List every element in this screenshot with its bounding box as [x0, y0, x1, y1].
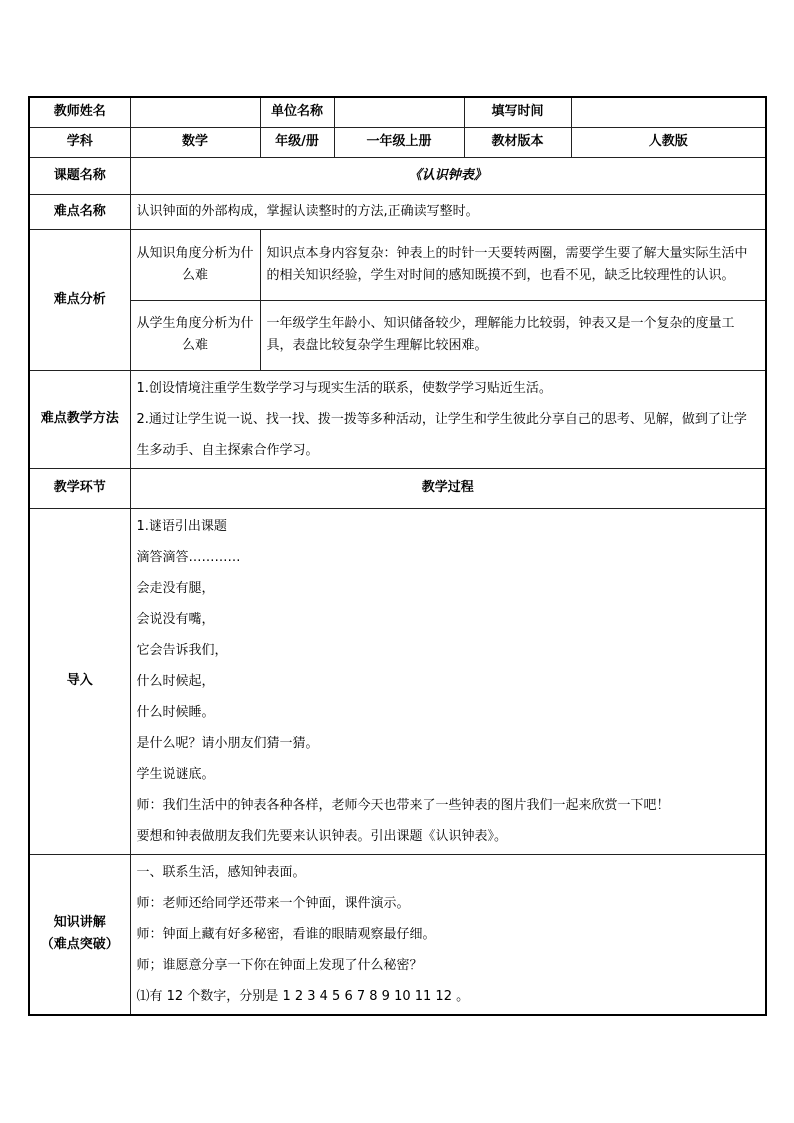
intro-label: 导入 — [29, 508, 130, 854]
unit-label: 单位名称 — [260, 97, 334, 127]
unit-value[interactable] — [334, 97, 464, 127]
knowledge-angle-text: 知识点本身内容复杂：钟表上的时针一天要转两圈，需要学生要了解大量实际生活中的相关知识经验，学生对时间的感知既摸不到，也看不见，缺乏比较理性的认识。 — [260, 229, 766, 300]
intro-line: 要想和钟表做朋友我们先要来认识钟表。引出课题《认识钟表》。 — [136, 828, 508, 844]
header-row — [29, 97, 766, 127]
knowledge-row — [29, 854, 766, 1015]
intro-line: 是什么呢？请小朋友们猜一猜。 — [136, 735, 319, 751]
lesson-row — [29, 157, 766, 194]
intro-content — [130, 508, 766, 854]
knowledge-label-line2: （难点突破） — [40, 937, 119, 952]
knowledge-content — [130, 854, 766, 1015]
knowledge-line: 师：老师还给同学还带来一个钟面，课件演示。 — [136, 895, 410, 911]
grade-label: 年级/册 — [260, 127, 334, 157]
student-angle-label: 从学生角度分析为什么难 — [130, 300, 260, 370]
process-header-row — [29, 468, 766, 508]
edition-value: 人教版 — [571, 127, 766, 157]
difficulty-text: 认识钟面的外部构成，掌握认读整时的方法,正确读写整时。 — [130, 194, 766, 229]
lesson-label: 课题名称 — [29, 157, 130, 194]
teacher-label: 教师姓名 — [29, 97, 130, 127]
intro-line: 会走没有腿， — [136, 580, 215, 596]
subject-value: 数学 — [130, 127, 260, 157]
lesson-title: 《认识钟表》 — [130, 157, 766, 194]
lesson-plan-table — [28, 96, 767, 1016]
knowledge-angle-label: 从知识角度分析为什么难 — [130, 229, 260, 300]
intro-line: 什么时候睡。 — [136, 704, 215, 720]
process-label: 教学过程 — [130, 468, 766, 508]
intro-line: 滴答滴答………… — [136, 549, 241, 565]
intro-line: 师：我们生活中的钟表各种各样，老师今天也带来了一些钟表的图片我们一起来欣赏一下吧！ — [136, 797, 670, 813]
knowledge-line: 师：钟面上藏有好多秘密，看谁的眼睛观察最仔细。 — [136, 926, 436, 942]
intro-line: 什么时候起， — [136, 673, 215, 689]
intro-line: 学生说谜底。 — [136, 766, 215, 782]
knowledge-line: ⑴有 12 个数字，分别是 1 2 3 4 5 6 7 8 9 10 11 12 。 — [136, 988, 470, 1004]
method-label: 难点教学方法 — [29, 370, 130, 468]
method-content — [130, 370, 766, 468]
grade-value: 一年级上册 — [334, 127, 464, 157]
date-label: 填写时间 — [464, 97, 571, 127]
method-line: 1.创设情境注重学生数学学习与现实生活的联系，使数学学习贴近生活。 — [136, 380, 552, 396]
intro-line: 它会告诉我们， — [136, 642, 228, 658]
intro-line: 会说没有嘴， — [136, 611, 215, 627]
student-angle-text: 一年级学生年龄小、知识储备较少，理解能力比较弱，钟表又是一个复杂的度量工具，表盘比较复杂学生理解比较困难。 — [260, 300, 766, 370]
analysis-label: 难点分析 — [29, 229, 130, 370]
date-value[interactable] — [571, 97, 766, 127]
method-line: 2.通过让学生说一说、找一找、拨一拨等多种活动，让学生和学生彼此分享自己的思考、见解，做到了让学生多动手、自主探索合作学习。 — [136, 411, 747, 458]
intro-line: 1.谜语引出课题 — [136, 518, 227, 534]
teacher-value[interactable] — [130, 97, 260, 127]
intro-row — [29, 508, 766, 854]
method-row — [29, 370, 766, 468]
analysis-knowledge-row — [29, 229, 766, 300]
subject-label: 学科 — [29, 127, 130, 157]
edition-label: 教材版本 — [464, 127, 571, 157]
difficulty-label: 难点名称 — [29, 194, 130, 229]
stage-label: 教学环节 — [29, 468, 130, 508]
difficulty-row — [29, 194, 766, 229]
knowledge-label — [29, 854, 130, 1015]
knowledge-line: 一、联系生活，感知钟表面。 — [136, 864, 306, 880]
analysis-student-row — [29, 300, 766, 370]
knowledge-line: 师；谁愿意分享一下你在钟面上发现了什么秘密？ — [136, 957, 423, 973]
info-row — [29, 127, 766, 157]
knowledge-label-line1: 知识讲解 — [53, 915, 106, 930]
